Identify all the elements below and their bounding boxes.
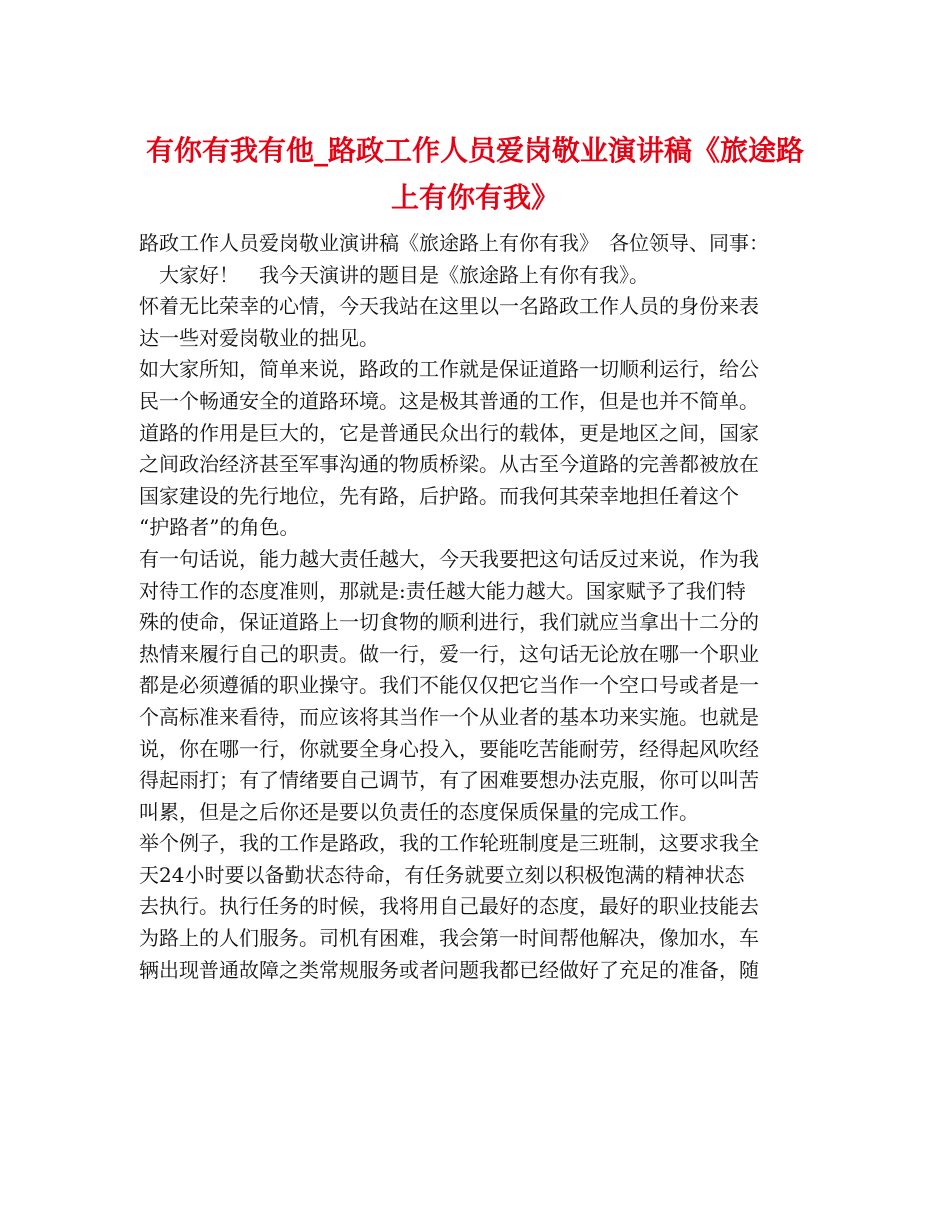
- body-line: 有一句话说，能力越大责任越大，今天我要把这句话反过来说，作为我: [139, 546, 759, 571]
- body-line: 道路的作用是巨大的，它是普通民众出行的载体，更是地区之间，国家: [139, 420, 759, 445]
- body-line: 之间政治经济甚至军事沟通的物质桥梁。从古至今道路的完善都被放在: [139, 452, 759, 477]
- body-line: 国家建设的先行地位，先有路，后护路。而我何其荣幸地担任着这个: [139, 483, 739, 508]
- body-line: “护路者”的角色。: [139, 515, 300, 540]
- body-line: 叫累，但是之后你还是要以负责任的态度保质保量的完成工作。: [139, 799, 699, 824]
- body-line: 对待工作的态度准则，那就是:责任越大能力越大。国家赋予了我们特: [139, 578, 746, 603]
- body-line: 个高标准来看待，而应该将其当作一个从业者的基本功来实施。也就是: [139, 704, 759, 729]
- title-line-2: 上有你有我》: [390, 181, 559, 214]
- body-line: 为路上的人们服务。司机有困难，我会第一时间帮他解决，像加水，车: [139, 926, 759, 951]
- body-line: 路政工作人员爱岗敬业演讲稿《旅途路上有你有我》 各位领导、同事：: [139, 231, 769, 255]
- body-line: 民一个畅通安全的道路环境。这是极其普通的工作，但是也并不简单。: [139, 388, 759, 413]
- body-line: 辆出现普通故障之类常规服务或者问题我都已经做好了充足的准备，随: [139, 957, 759, 982]
- body-line: 达一些对爱岗敬业的拙见。: [139, 325, 379, 350]
- body-line: 都是必须遵循的职业操守。我们不能仅仅把它当作一个空口号或者是一: [139, 673, 759, 698]
- body-line: 热情来履行自己的职责。做一行，爱一行，这句话无论放在哪一个职业: [139, 641, 759, 666]
- title-line-1: 有你有我有他_路政工作人员爱岗敬业演讲稿《旅途路: [145, 134, 804, 167]
- body-line: 举个例子，我的工作是路政，我的工作轮班制度是三班制，这要求我全: [139, 831, 759, 856]
- body-line: 说，你在哪一行，你就要全身心投入，要能吃苦能耐劳，经得起风吹经: [139, 736, 759, 761]
- body-line: 殊的使命，保证道路上一切食物的顺利进行，我们就应当拿出十二分的: [139, 610, 759, 635]
- body-line: 得起雨打；有了情绪要自己调节，有了困难要想办法克服，你可以叫苦: [139, 768, 759, 793]
- body-line: 如大家所知，简单来说，路政的工作就是保证道路一切顺利运行，给公: [139, 357, 759, 382]
- document-body: [139, 228, 829, 986]
- body-line: 去执行。执行任务的时候，我将用自己最好的态度，最好的职业技能去: [139, 894, 759, 919]
- body-line: 天24小时要以备勤状态待命，有任务就要立刻以积极饱满的精神状态: [139, 862, 745, 887]
- document-title: [120, 127, 830, 221]
- body-line: 大家好！ 我今天演讲的题目是《旅途路上有你有我》。: [139, 262, 649, 287]
- body-line: 怀着无比荣幸的心情，今天我站在这里以一名路政工作人员的身份来表: [139, 294, 759, 319]
